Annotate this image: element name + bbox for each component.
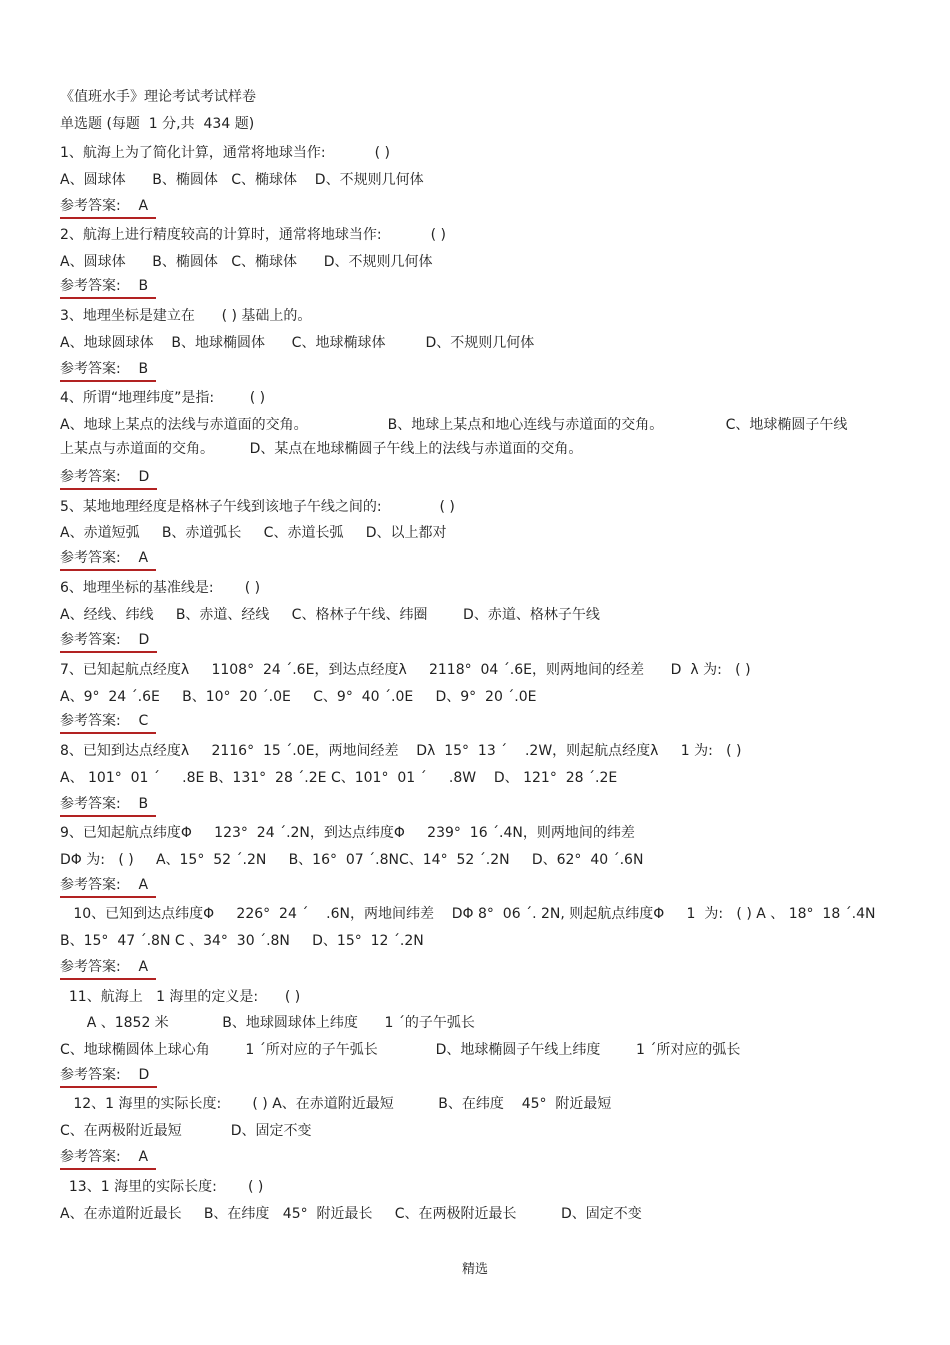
question-options: A、 101° 01 ˊ .8E B、131° 28 ˊ.2E C、101° 01 ˊ .8W D、 121° 28 ˊ.2E: [60, 770, 618, 786]
answer-key: 参考答案: D: [60, 1066, 157, 1088]
answer-key: 参考答案: A: [60, 549, 156, 571]
question-options: 上某点与赤道面的交角。 D、某点在地球椭圆子午线上的法线与赤道面的交角。: [60, 441, 583, 457]
answer-key: 参考答案: B: [60, 277, 156, 299]
question-options: A、地球圆球体 B、地球椭圆体 C、地球椭球体 D、不规则几何体: [60, 335, 535, 351]
question-stem: 1、航海上为了简化计算，通常将地球当作: ( ): [60, 145, 390, 161]
question-options: A 、1852 米 B、地球圆球体上纬度 1 ˊ的子午弧长: [60, 1015, 475, 1031]
question-stem: 10、已知到达点纬度Φ 226° 24 ˊ .6N，两地间纬差 DΦ 8° 06 ˊ. 2N, 则起航点纬度Φ 1 为: ( ) A 、 18° 18 ˊ.4N: [60, 906, 876, 922]
answer-key: 参考答案: D: [60, 631, 157, 653]
question-options: DΦ 为: ( ) A、15° 52 ˊ.2N B、16° 07 ˊ.8NC、14° 52 ˊ.2N D、62° 40 ˊ.6N: [60, 852, 644, 868]
question-options: A、赤道短弧 B、赤道弧长 C、赤道长弧 D、以上都对: [60, 525, 447, 541]
question-stem: 9、已知起航点纬度Φ 123° 24 ˊ.2N，到达点纬度Φ 239° 16 ˊ.4N，则两地间的纬差: [60, 825, 635, 841]
answer-key: 参考答案: A: [60, 958, 156, 980]
question-stem: 11、航海上 1 海里的定义是: ( ): [60, 989, 301, 1005]
answer-key: 参考答案: A: [60, 1148, 156, 1170]
answer-key: 参考答案: A: [60, 197, 156, 219]
document-title: 《值班水手》理论考试考试样卷: [60, 89, 256, 105]
question-stem: 4、所谓“地理纬度”是指: ( ): [60, 390, 266, 406]
question-options: C、在两极附近最短 D、固定不变: [60, 1123, 312, 1139]
question-options: A、9° 24 ˊ.6E B、10° 20 ˊ.0E C、9° 40 ˊ.0E D、9° 20 ˊ.0E: [60, 689, 537, 705]
question-stem: 13、1 海里的实际长度: ( ): [60, 1179, 264, 1195]
question-stem: 8、已知到达点经度λ 2116° 15 ˊ.0E，两地间经差 Dλ 15° 13 ˊ .2W，则起航点经度λ 1 为: ( ): [60, 743, 742, 759]
answer-key: 参考答案: B: [60, 795, 156, 817]
page-footer: 精选: [461, 1262, 488, 1277]
section-heading: 单选题 (每题 1 分,共 434 题): [60, 116, 255, 132]
question-stem: 7、已知起航点经度λ 1108° 24 ˊ.6E，到达点经度λ 2118° 04 ˊ.6E，则两地间的经差 D λ 为: ( ): [60, 662, 751, 678]
question-options: A、在赤道附近最长 B、在纬度 45° 附近最长 C、在两极附近最长 D、固定不变: [60, 1206, 642, 1222]
question-stem: 3、地理坐标是建立在 ( ) 基础上的。: [60, 308, 312, 324]
question-options: B、15° 47 ˊ.8N C 、34° 30 ˊ.8N D、15° 12 ˊ.2N: [60, 933, 424, 949]
question-options: A、圆球体 B、椭圆体 C、椭球体 D、不规则几何体: [60, 172, 424, 188]
answer-key: 参考答案: C: [60, 712, 156, 734]
question-stem: 2、航海上进行精度较高的计算时，通常将地球当作: ( ): [60, 227, 446, 243]
question-stem: 5、某地地理经度是格林子午线到该地子午线之间的: ( ): [60, 499, 455, 515]
question-options: A、经线、纬线 B、赤道、经线 C、格林子午线、纬圈 D、赤道、格林子午线: [60, 607, 600, 623]
question-options: C、地球椭圆体上球心角 1 ˊ所对应的子午弧长 D、地球椭圆子午线上纬度 1 ˊ所对应的弧长: [60, 1042, 741, 1058]
question-options: A、地球上某点的法线与赤道面的交角。 B、地球上某点和地心连线与赤道面的交角。 C、地球椭圆子午线: [60, 417, 848, 433]
answer-key: 参考答案: B: [60, 360, 156, 382]
question-stem: 12、1 海里的实际长度: ( ) A、在赤道附近最短 B、在纬度 45° 附近最短: [60, 1096, 612, 1112]
answer-key: 参考答案: D: [60, 468, 157, 490]
question-stem: 6、地理坐标的基准线是: ( ): [60, 580, 261, 596]
answer-key: 参考答案: A: [60, 876, 156, 898]
question-options: A、圆球体 B、椭圆体 C、椭球体 D、不规则几何体: [60, 254, 433, 270]
